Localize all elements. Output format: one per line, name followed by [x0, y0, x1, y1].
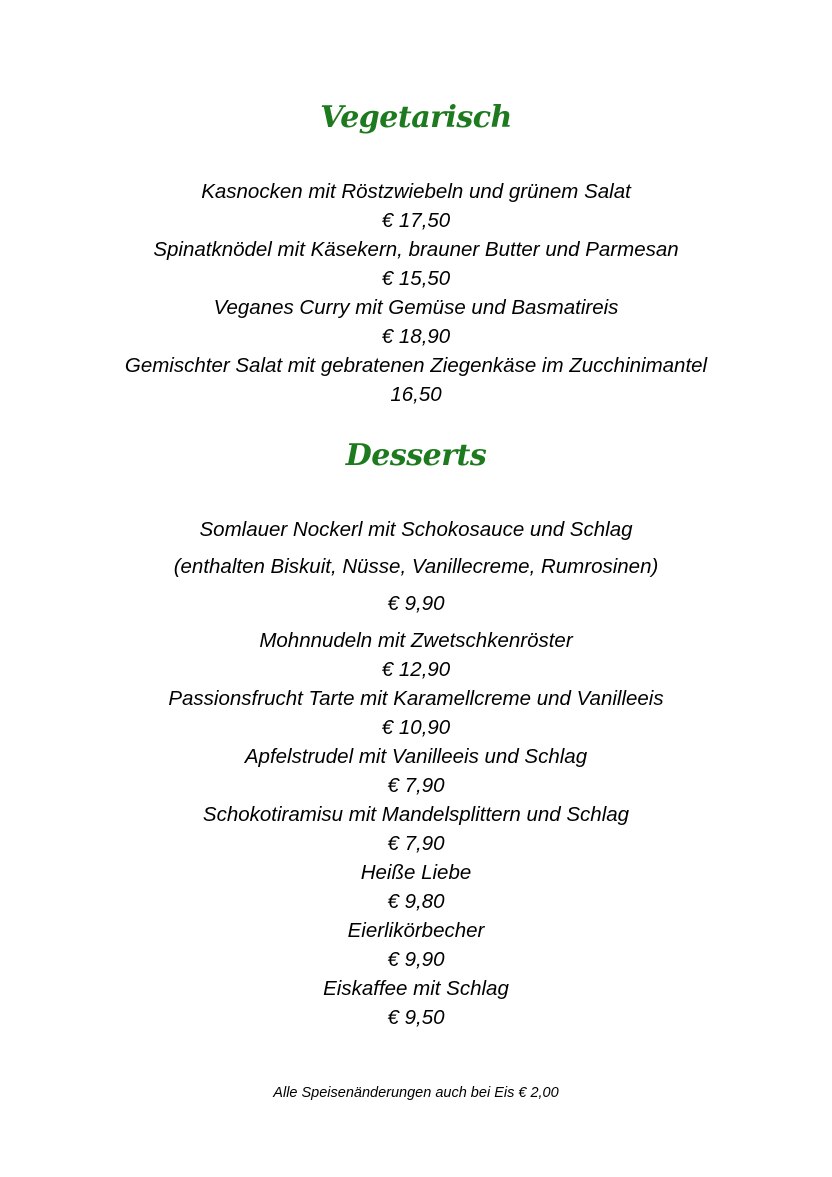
dish-price: € 7,90: [387, 832, 445, 855]
dish-price: € 9,80: [387, 890, 445, 913]
dish-price: € 15,50: [381, 267, 451, 290]
dish-name: Spinatknödel mit Käsekern, brauner Butter und Parmesan: [153, 238, 679, 261]
dish-price: € 7,90: [387, 774, 445, 797]
dish-name: Somlauer Nockerl mit Schokosauce und Schlag: [199, 518, 633, 541]
dish-price: 16,50: [390, 383, 442, 406]
dish-price: € 9,50: [387, 1006, 445, 1029]
section-heading-desserts: Desserts: [345, 438, 487, 473]
dish-name: Mohnnudeln mit Zwetschkenröster: [259, 629, 573, 652]
dish-name: Heiße Liebe: [360, 861, 472, 884]
dish-price: € 17,50: [381, 209, 451, 232]
dish-name: Veganes Curry mit Gemüse und Basmatireis: [213, 296, 619, 319]
dish-price: € 18,90: [381, 325, 451, 348]
dish-name: Eiskaffee mit Schlag: [323, 977, 509, 1000]
dish-name: Schokotiramisu mit Mandelsplittern und Schlag: [202, 803, 630, 826]
dish-price: € 10,90: [381, 716, 451, 739]
dish-name: Apfelstrudel mit Vanilleeis und Schlag: [244, 745, 588, 768]
footer-note: Alle Speisenänderungen auch bei Eis € 2,00: [273, 1085, 559, 1101]
dish-price: € 9,90: [387, 592, 445, 615]
dish-name: Eierlikörbecher: [347, 919, 485, 942]
dish-name: Passionsfrucht Tarte mit Karamellcreme und Vanilleeis: [168, 687, 664, 710]
section-heading-vegetarisch: Vegetarisch: [320, 100, 512, 135]
dish-name: Kasnocken mit Röstzwiebeln und grünem Salat: [201, 180, 631, 203]
dish-price: € 9,90: [387, 948, 445, 971]
dish-price: € 12,90: [381, 658, 451, 681]
dish-note: (enthalten Biskuit, Nüsse, Vanillecreme, Rumrosinen): [173, 555, 659, 578]
dish-name: Gemischter Salat mit gebratenen Ziegenkäse im Zucchinimantel: [124, 354, 708, 377]
